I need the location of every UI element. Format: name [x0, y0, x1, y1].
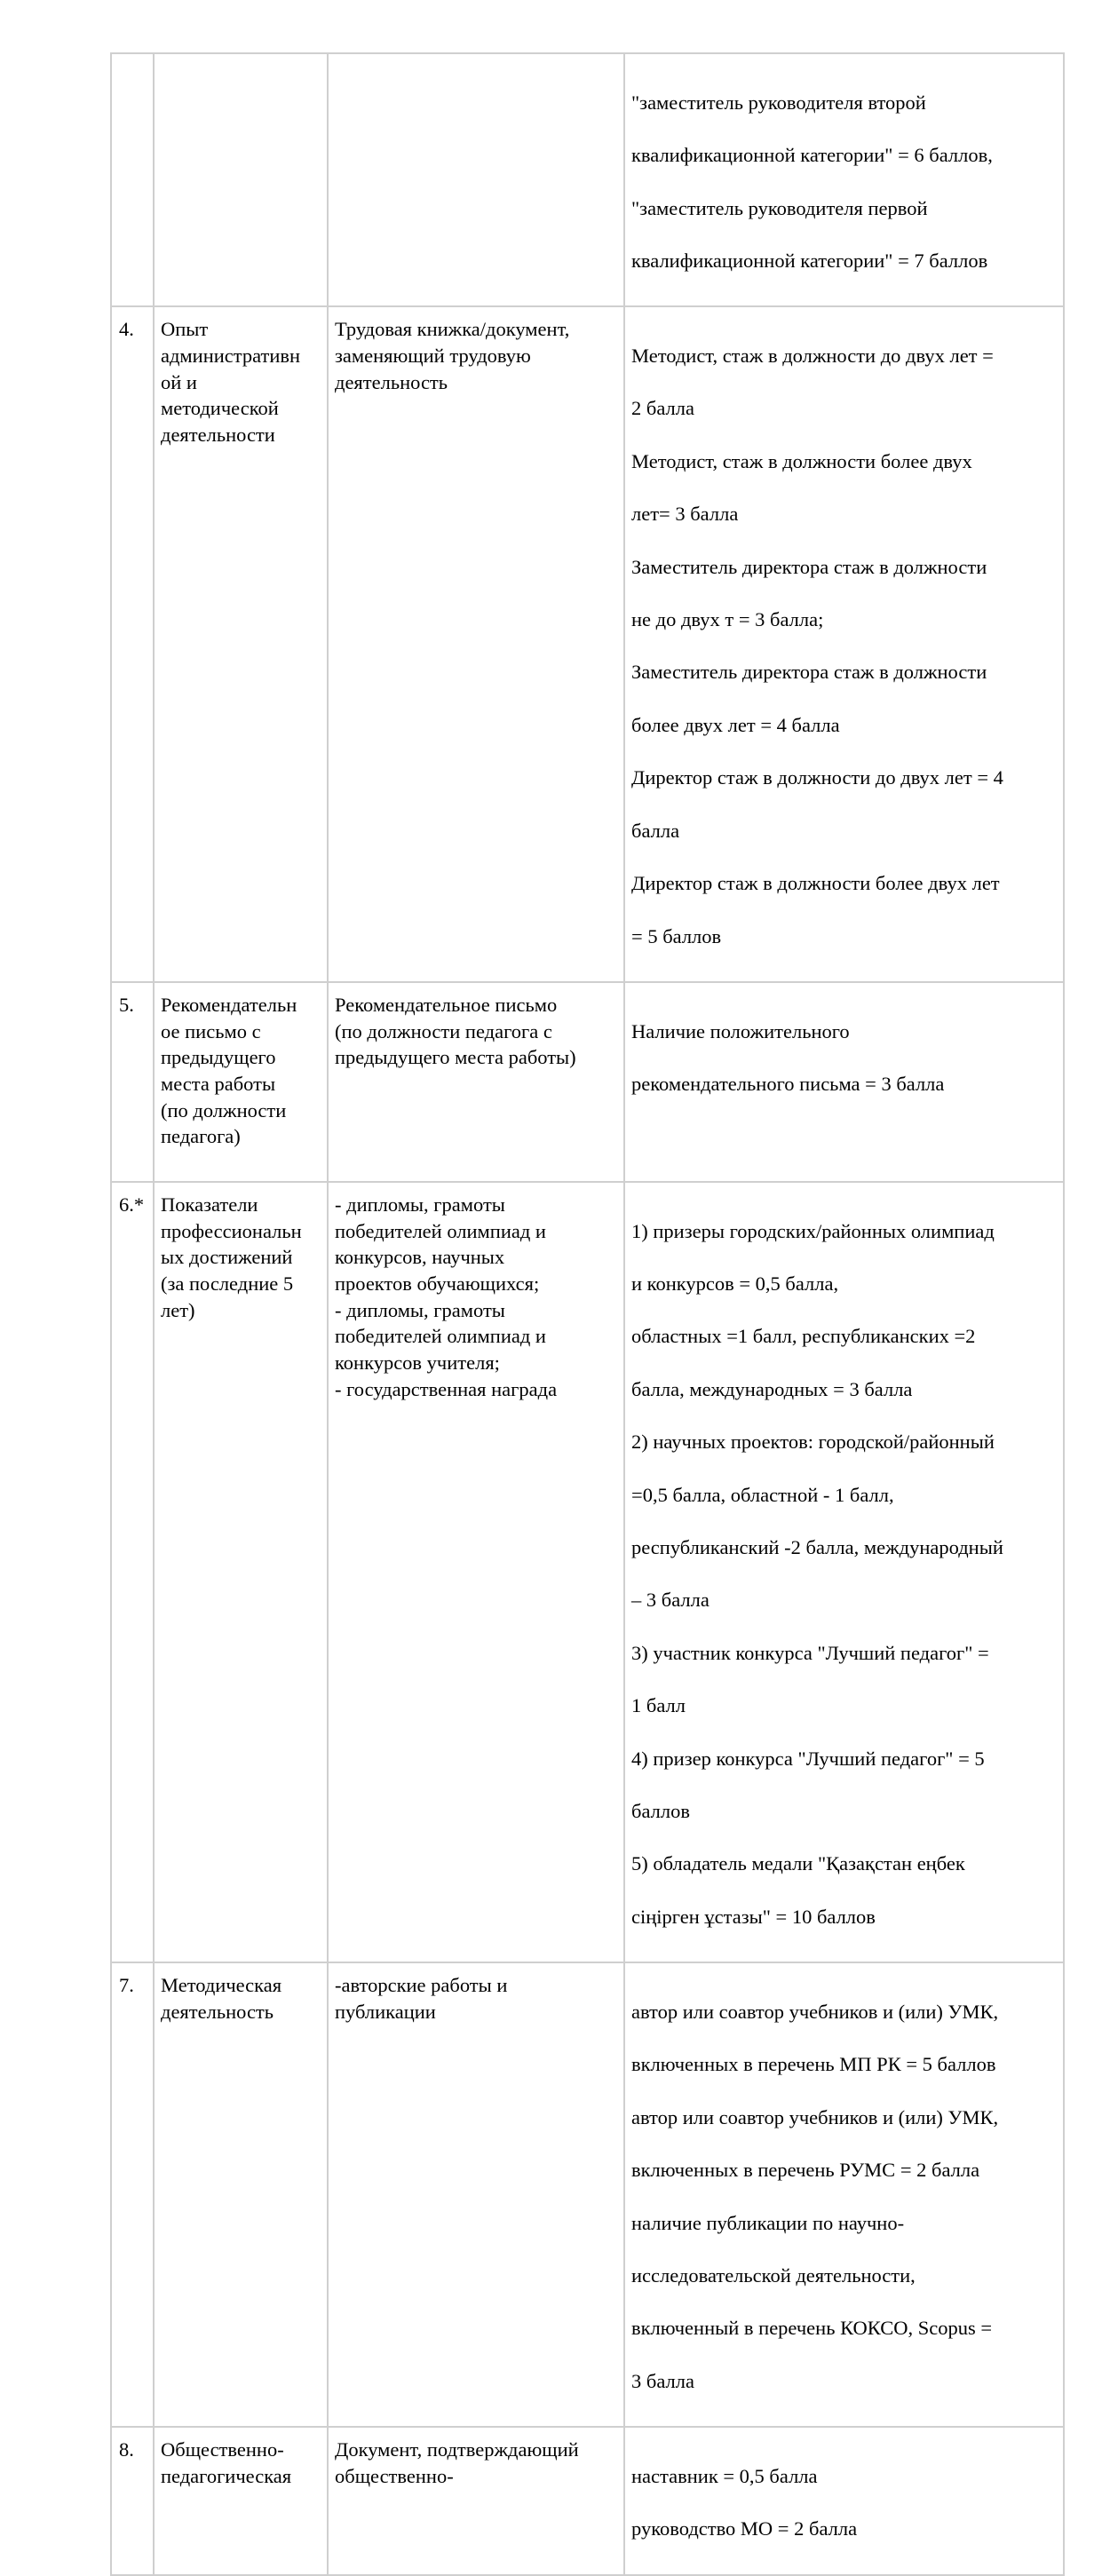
- row-number: [111, 53, 154, 306]
- document-cell: Трудовая книжка/документ, заменяющий трудовую деятельность: [328, 306, 624, 982]
- score-line: баллов: [631, 1800, 690, 1823]
- score-line: включенный в перечень КОКСО, Scopus =: [631, 2317, 993, 2340]
- table-row: [111, 1962, 1064, 2427]
- score-line: более двух лет = 4 балла: [631, 713, 840, 736]
- score-line: наставник = 0,5 балла: [631, 2464, 818, 2487]
- score-line: = 5 баллов: [631, 924, 722, 947]
- score-cell: [624, 1182, 1064, 1962]
- document-cell: - дипломы, грамоты победителей олимпиад и конкурсов, научных проектов обучающихся; - дипломы, грамоты победителей олимпиад и конкурсов учителя; - государственная награда: [328, 1182, 624, 1962]
- score-line: =0,5 балла, областной - 1 балл,: [631, 1483, 894, 1506]
- score-line: автор или соавтор учебников и (или) УМК,: [631, 2105, 999, 2128]
- score-line: автор или соавтор учебников и (или) УМК,: [631, 2001, 999, 2023]
- criterion-cell: Общественно- педагогическая: [154, 2427, 328, 2575]
- table-row: [111, 306, 1064, 982]
- score-line: – 3 балла: [631, 1589, 710, 1612]
- score-line: республиканский -2 балла, международный: [631, 1536, 1003, 1559]
- score-line: включенных в перечень МП РК = 5 баллов: [631, 2053, 996, 2076]
- score-line: Методист, стаж в должности более двух: [631, 449, 972, 472]
- row-number: 8.: [111, 2427, 154, 2575]
- score-line: 1) призеры городских/районных олимпиад: [631, 1219, 995, 1242]
- score-line: 5) обладатель медали "Қазақстан еңбек: [631, 1852, 965, 1875]
- score-line: балла: [631, 819, 680, 842]
- score-line: исследовательской деятельности,: [631, 2264, 916, 2287]
- score-line: Заместитель директора стаж в должности: [631, 555, 987, 578]
- table-row: [111, 2427, 1064, 2575]
- score-line: "заместитель руководителя второй: [631, 91, 926, 114]
- score-line: балла, международных = 3 балла: [631, 1377, 913, 1400]
- criterion-cell: Показатели профессиональн ых достижений (за последние 5 лет): [154, 1182, 328, 1962]
- score-cell: [624, 2427, 1064, 2575]
- document-cell: Рекомендательное письмо (по должности педагога с предыдущего места работы): [328, 982, 624, 1182]
- score-line: включенных в перечень РУМС = 2 балла: [631, 2159, 980, 2182]
- document-cell: Документ, подтверждающий общественно-: [328, 2427, 624, 2575]
- score-line: 4) призер конкурса "Лучший педагог" = 5: [631, 1747, 985, 1770]
- score-line: 3) участник конкурса "Лучший педагог" =: [631, 1641, 989, 1664]
- score-line: руководство МО = 2 балла: [631, 2517, 858, 2540]
- score-line: 1 балл: [631, 1694, 686, 1717]
- criterion-cell: Опыт административн ой и методической деятельности: [154, 306, 328, 982]
- score-line: областных =1 балл, республиканских =2: [631, 1325, 976, 1348]
- score-line: квалификационной категории" = 6 баллов,: [631, 144, 993, 167]
- score-line: 3 балла: [631, 2369, 694, 2392]
- score-line: 2) научных проектов: городской/районный: [631, 1431, 995, 1454]
- document-cell: -авторские работы и публикации: [328, 1962, 624, 2427]
- score-cell: [624, 306, 1064, 982]
- score-line: лет= 3 балла: [631, 503, 739, 526]
- score-line: и конкурсов = 0,5 балла,: [631, 1272, 839, 1296]
- score-line: Методист, стаж в должности до двух лет =: [631, 345, 994, 368]
- table-row: [111, 1182, 1064, 1962]
- score-line: Наличие положительного: [631, 1019, 850, 1042]
- criterion-cell: Рекомендательн ое письмо с предыдущего места работы (по должности педагога): [154, 982, 328, 1182]
- row-number: 6.*: [111, 1182, 154, 1962]
- score-line: "заместитель руководителя первой: [631, 196, 928, 219]
- score-line: Директор стаж в должности до двух лет = 4: [631, 766, 1003, 789]
- score-line: квалификационной категории" = 7 баллов: [631, 249, 988, 272]
- score-cell: [624, 982, 1064, 1182]
- score-line: 2 балла: [631, 397, 694, 420]
- criterion-cell: [154, 53, 328, 306]
- table-row: [111, 982, 1064, 1182]
- document-cell: [328, 53, 624, 306]
- row-number: 4.: [111, 306, 154, 982]
- criteria-table: [110, 52, 1065, 2576]
- row-number: 7.: [111, 1962, 154, 2427]
- score-line: не до двух т = 3 балла;: [631, 608, 824, 631]
- row-number: 5.: [111, 982, 154, 1182]
- score-line: Заместитель директора стаж в должности: [631, 661, 987, 684]
- criterion-cell: Методическая деятельность: [154, 1962, 328, 2427]
- score-line: Директор стаж в должности более двух лет: [631, 872, 1000, 895]
- score-cell: [624, 53, 1064, 306]
- score-line: сіңірген ұстазы" = 10 баллов: [631, 1905, 876, 1928]
- score-cell: [624, 1962, 1064, 2427]
- score-line: рекомендательного письма = 3 балла: [631, 1073, 945, 1096]
- score-line: наличие публикации по научно-: [631, 2211, 905, 2234]
- table-row: [111, 53, 1064, 306]
